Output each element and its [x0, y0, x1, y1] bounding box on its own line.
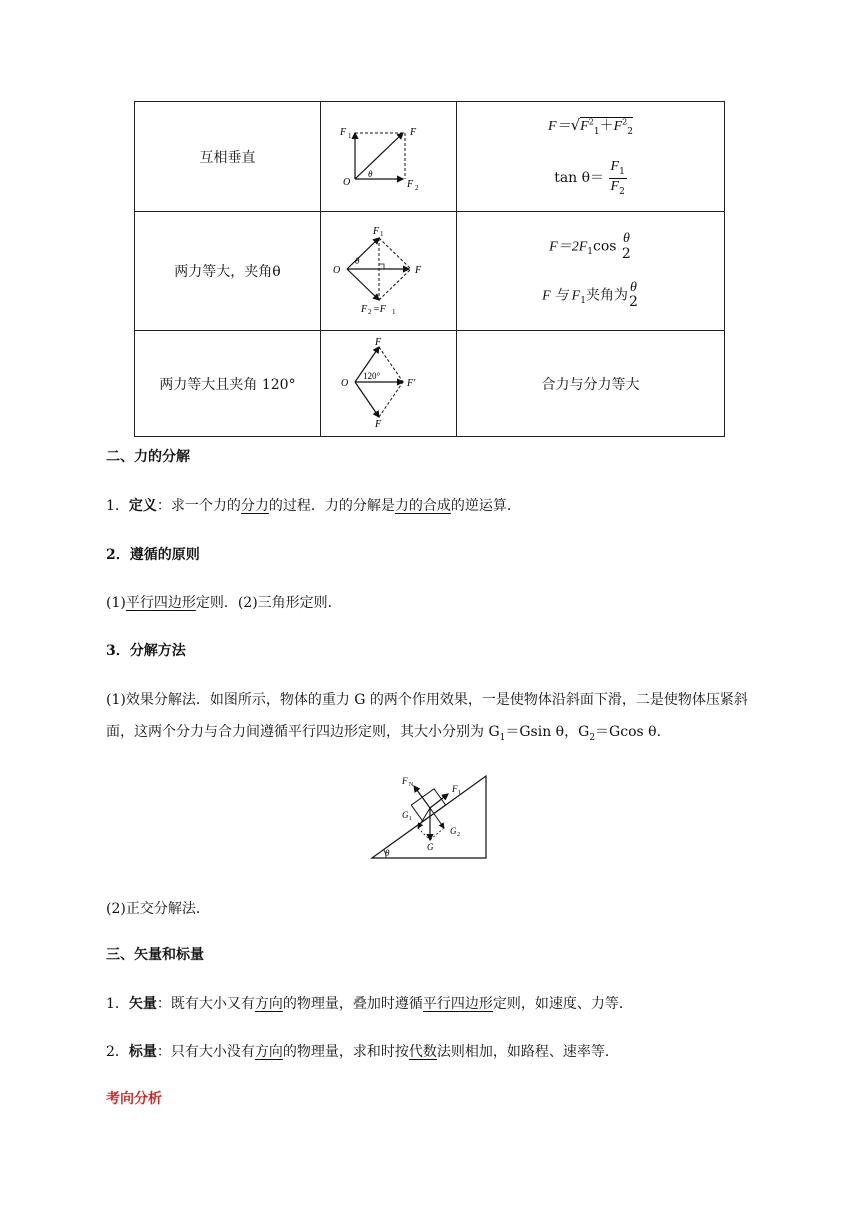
section-heading: 二、力的分解 — [106, 449, 190, 465]
sca-c: 法则相加，如路程、速率等． — [436, 1044, 619, 1060]
rule-underline: 平行四边形 — [125, 595, 196, 611]
label-f1: F — [339, 126, 346, 138]
diagram-cell — [321, 212, 457, 331]
diagram-cell — [321, 331, 457, 437]
condition-cell — [135, 212, 321, 331]
formula-cell: $F=2F_1\cos$ θ 2 F 与 $F_1$夹角为 θ 2 — [457, 212, 725, 331]
svg-text:1: 1 — [409, 816, 412, 822]
label-f: F — [409, 126, 416, 138]
tan-denominator: F — [610, 178, 620, 194]
diagram-cell — [321, 102, 457, 212]
sca-a: ：只有大小没有 — [156, 1044, 255, 1060]
svg-text:1: 1 — [379, 230, 383, 238]
vec-underline-2: 平行四边形 — [422, 996, 493, 1012]
rule-heading: 2．遵循的原则 — [106, 547, 200, 563]
def-label: 定义 — [128, 498, 157, 514]
root-f1: F — [580, 119, 589, 135]
cos-denominator: 2 — [621, 245, 631, 262]
method1-line2-c: ＝Gcos θ. — [595, 724, 662, 740]
120-degree-forces-diagram — [329, 337, 449, 427]
condition-cell — [135, 102, 321, 212]
def-num: 1． — [106, 498, 129, 514]
formula-angle-text: F 与 F — [542, 288, 581, 304]
label-120deg: 120° — [362, 370, 380, 381]
result-text: 合力与分力等大 — [541, 376, 640, 393]
vec-num: 1． — [106, 996, 129, 1012]
formula-magnitude: F＝ — [548, 119, 571, 135]
svg-text:1: 1 — [458, 790, 461, 796]
scalar-paragraph — [106, 1041, 619, 1061]
method1-line2-a: 面，这两个分力与合力间遵循平行四边形定则，其大小分别为 G — [106, 724, 500, 740]
vector-paragraph — [106, 993, 633, 1013]
formula-cell — [457, 331, 725, 437]
section-heading: 三、矢量和标量 — [106, 947, 204, 963]
def-text-b: 的过程．力的分解是 — [268, 498, 395, 514]
analysis-heading: 考向分析 — [106, 1091, 162, 1107]
label-f: F — [414, 265, 421, 276]
sca-label: 标量 — [128, 1044, 157, 1060]
table-row — [135, 331, 725, 437]
def-underline-2: 力的合成 — [394, 498, 451, 514]
condition-text: 两力等大且夹角 120° — [159, 376, 296, 393]
method2-paragraph: (2)正交分解法． — [106, 901, 210, 917]
formula-cos: cos — [593, 238, 617, 255]
method1-line2: 面，这两个分力与合力间遵循平行四边形定则，其大小分别为 $G_1=Gsin$ θ，$G_2=Gcos$ θ. — [106, 724, 662, 743]
def-text-c: 的逆运算． — [450, 498, 521, 514]
label-o: O — [332, 265, 340, 276]
label-f1: F — [372, 226, 379, 237]
formula-tan: tan θ＝ — [554, 170, 605, 187]
vec-label: 矢量 — [128, 996, 157, 1012]
label-o: O — [340, 377, 348, 389]
perpendicular-forces-diagram — [329, 115, 449, 195]
def-text-a: ：求一个力的 — [156, 498, 241, 514]
label-f-prime: F′ — [406, 377, 415, 389]
sca-underline-2: 代数 — [408, 1044, 437, 1060]
sca-b: 的物理量，求和时按 — [282, 1044, 409, 1060]
label-theta: θ — [354, 256, 359, 266]
sca-num: 2． — [106, 1044, 129, 1060]
angle-denominator: 2 — [628, 294, 638, 311]
condition-text: 互相垂直 — [199, 149, 256, 166]
label-g2: G — [450, 826, 457, 836]
vec-b: 的物理量，叠加时遵循 — [282, 996, 423, 1012]
sca-underline-1: 方向 — [254, 1044, 283, 1060]
label-o: O — [342, 176, 350, 188]
definition-paragraph — [106, 495, 521, 515]
formula-2f1cos: F＝2F — [549, 239, 588, 255]
label-fn: F — [402, 776, 408, 786]
equal-forces-diagram — [329, 224, 449, 314]
tan-numerator: F — [610, 159, 620, 175]
table-row — [135, 212, 725, 331]
label-g: G — [427, 842, 434, 852]
label-theta: θ — [385, 848, 390, 858]
label-theta: θ — [367, 168, 372, 179]
svg-text:1: 1 — [391, 308, 395, 314]
vec-a: ：既有大小又有 — [156, 996, 255, 1012]
label-f1: F — [452, 784, 458, 794]
rule-b: 定则．(2)三角形定则． — [195, 595, 342, 611]
incline-diagram — [368, 770, 492, 864]
condition-text: 两力等大，夹角θ — [174, 264, 281, 280]
method-heading: 3．分解方法 — [106, 643, 186, 659]
label-f-top: F — [374, 336, 381, 348]
rule-paragraph — [106, 592, 342, 612]
label-f2: F — [360, 304, 367, 314]
force-composition-table — [134, 101, 725, 437]
cos-numerator: θ — [622, 231, 630, 247]
svg-text:2: 2 — [414, 183, 418, 192]
condition-cell — [135, 331, 321, 437]
formula-cell: $F=√F^2_1+F^2_2$ tan θ＝ $\frac{F_1}{F_2}$ — [457, 102, 725, 212]
table-row — [135, 102, 725, 212]
svg-text:1: 1 — [347, 131, 351, 140]
rule-a: (1) — [106, 595, 126, 611]
label-eq-f1: =F — [372, 304, 386, 314]
label-f2: F — [406, 178, 413, 190]
svg-text:2: 2 — [457, 832, 460, 838]
label-g1: G — [402, 810, 409, 820]
vec-underline-1: 方向 — [254, 996, 283, 1012]
angle-numerator: θ — [629, 280, 637, 295]
method1-line1: (1)效果分解法．如图所示，物体的重力 G 的两个作用效果，一是使物体沿斜面下滑，二是使物体压紧斜 — [106, 692, 748, 708]
def-underline-1: 分力 — [240, 498, 269, 514]
vec-c: 定则，如速度、力等． — [492, 996, 633, 1012]
label-f-bottom: F — [374, 418, 381, 427]
formula-angle-suffix: 夹角为 — [585, 287, 628, 304]
svg-text:N: N — [409, 782, 414, 788]
method1-line2-b: ＝Gsin θ，G — [505, 724, 590, 740]
svg-text:2: 2 — [367, 308, 371, 314]
